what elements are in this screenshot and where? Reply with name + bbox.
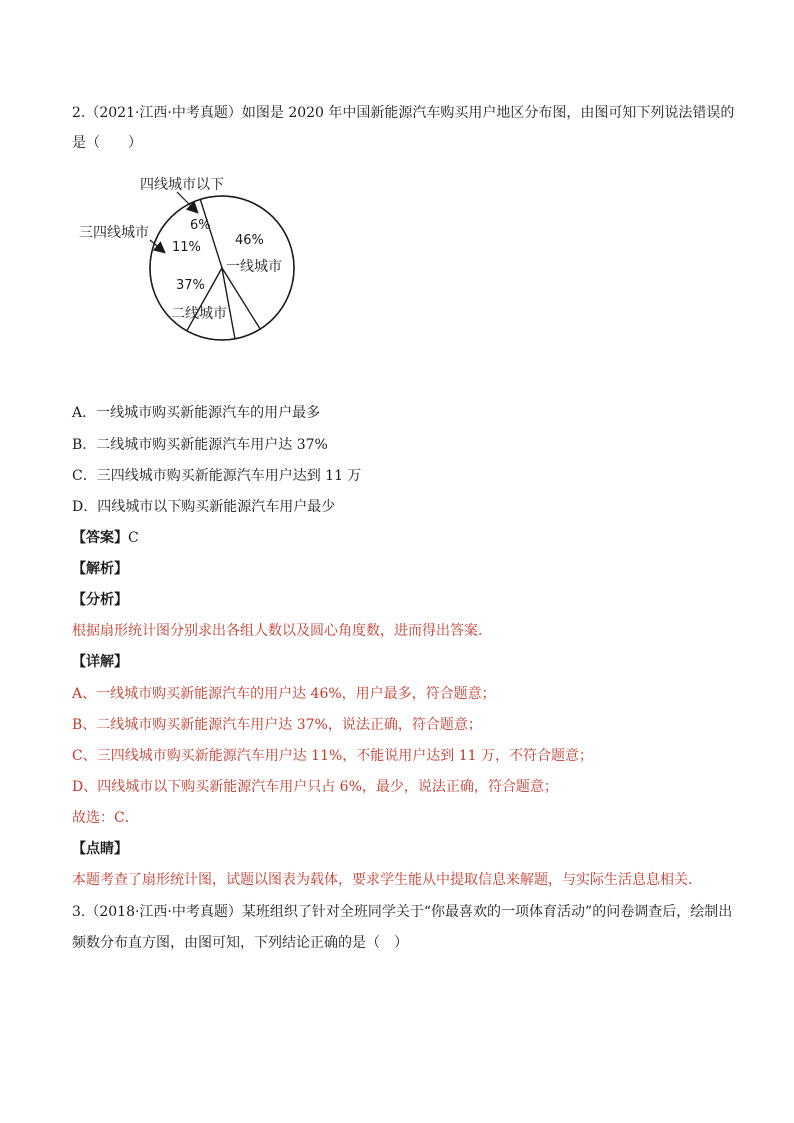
dianjing-label: 【点睛】 (72, 841, 128, 857)
slice-pct-2: 37% (176, 278, 205, 293)
answer-label: 【答案】 (72, 530, 128, 546)
xiangjie-line-b: B、二线城市购买新能源汽车用户达 37%，说法正确，符合题意； (72, 717, 482, 733)
slice-pct-3: 11% (172, 240, 201, 255)
xiangjie-conclusion: 故选：C． (72, 810, 139, 826)
slice-label-3: 三四线城市 (79, 225, 149, 241)
slice-pct-1: 46% (235, 233, 264, 248)
xiangjie-line-a: A、一线城市购买新能源汽车的用户达 46%，用户最多，符合题意； (72, 686, 496, 702)
slice-label-1: 一线城市 (226, 259, 282, 275)
fenxi-text: 根据扇形统计图分别求出各组人数以及圆心角度数，进而得出答案． (72, 623, 492, 639)
slice-label-4: 四线城市以下 (140, 177, 224, 193)
dianjing-text: 本题考查了扇形统计图，试题以图表为载体，要求学生能从中提取信息来解题，与实际生活息息相关． (72, 872, 702, 888)
slice-label-2: 二线城市 (171, 306, 227, 322)
pie-chart (70, 168, 360, 368)
slice-pct-4: 6% (190, 218, 211, 233)
option-a: A．一线城市购买新能源汽车的用户最多 (72, 405, 321, 421)
q3-stem-line1: 3.（2018·江西·中考真题）某班组织了针对全班同学关于“你最喜欢的一项体育活动”的问卷调查后，绘制出 (72, 904, 733, 920)
xiangjie-line-d: D、四线城市以下购买新能源汽车用户只占 6%，最少，说法正确，符合题意； (72, 779, 558, 795)
option-d: D．四线城市以下购买新能源汽车用户最少 (72, 499, 336, 515)
option-c: C．三四线城市购买新能源汽车用户达到 11 万 (72, 468, 362, 484)
jiexi-label: 【解析】 (72, 561, 128, 577)
q2-stem-line1: 2.（2021·江西·中考真题）如图是 2020 年中国新能源汽车购买用户地区分布图，由图可知下列说法错误的 (72, 105, 735, 121)
answer-value: C (128, 530, 139, 546)
xiangjie-label: 【详解】 (72, 654, 128, 670)
q2-stem-line2: 是（ ） (72, 135, 142, 151)
xiangjie-line-c: C、三四线城市购买新能源汽车用户达 11%，不能说用户达到 11 万，不符合题意； (72, 748, 593, 764)
option-b: B．二线城市购买新能源汽车用户达 37% (72, 437, 328, 453)
fenxi-label: 【分析】 (72, 592, 128, 608)
answer-line (72, 528, 139, 548)
q3-stem-line2: 频数分布直方图，由图可知，下列结论正确的是（ ） (72, 935, 408, 951)
